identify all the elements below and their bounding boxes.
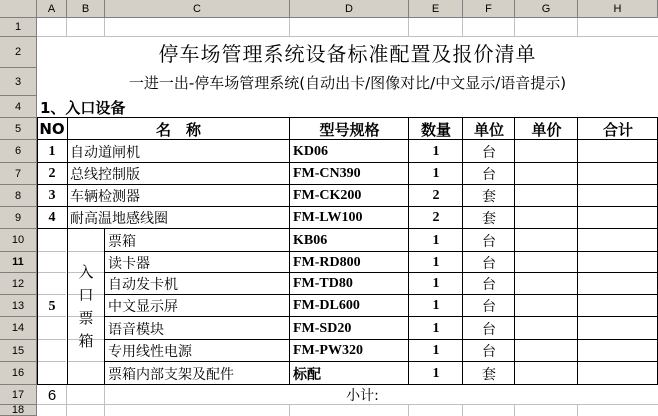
item-qty[interactable]: 1 xyxy=(432,143,440,159)
group-item-model[interactable]: FM-PW320 xyxy=(293,343,363,358)
sheet-subtitle[interactable]: 一进一出-停车场管理系统(自动出卡/图像对比/中文显示/语音提示) xyxy=(128,73,567,92)
item-name[interactable]: 耐高温地感线圈 xyxy=(70,211,168,227)
group-item-qty[interactable]: 1 xyxy=(432,254,440,270)
column-header-e[interactable]: E xyxy=(409,0,463,18)
row-header-4[interactable]: 4 xyxy=(0,96,37,118)
header-price[interactable]: 单价 xyxy=(531,120,562,139)
row-header-6[interactable]: 6 xyxy=(0,140,37,163)
group-item-unit[interactable]: 台 xyxy=(482,299,496,315)
group-item-name[interactable]: 读卡器 xyxy=(108,255,150,272)
item-unit[interactable]: 台 xyxy=(482,144,496,161)
item-model[interactable]: FM-LW100 xyxy=(293,210,363,225)
cell-border xyxy=(577,117,578,385)
column-header-d[interactable]: D xyxy=(290,0,409,18)
group-item-name[interactable]: 专用线性电源 xyxy=(108,344,192,360)
column-header-c[interactable]: C xyxy=(105,0,290,18)
header-total[interactable]: 合计 xyxy=(602,120,633,139)
group-item-name[interactable]: 语音模块 xyxy=(108,321,164,338)
group-item-model[interactable]: FM-SD20 xyxy=(293,320,352,336)
row-header-1[interactable]: 1 xyxy=(0,18,37,37)
row-header-10[interactable]: 10 xyxy=(0,229,37,252)
row-header-5[interactable]: 5 xyxy=(0,118,37,140)
header-no[interactable]: NO xyxy=(39,120,65,138)
header-name[interactable]: 名 称 xyxy=(155,120,201,139)
sheet-title[interactable]: 停车场管理系统设备标准配置及报价清单 xyxy=(158,42,537,66)
group-item-unit[interactable]: 套 xyxy=(482,366,496,383)
header-model[interactable]: 型号规格 xyxy=(319,120,380,139)
section-heading[interactable]: 1、入口设备 xyxy=(40,98,126,117)
row-header-11[interactable]: 11 xyxy=(0,252,37,273)
group-item-unit[interactable]: 台 xyxy=(482,233,496,250)
group-item-qty[interactable]: 1 xyxy=(432,298,440,313)
row-header-8[interactable]: 8 xyxy=(0,185,37,207)
column-header-b[interactable]: B xyxy=(67,0,105,18)
item-unit[interactable]: 台 xyxy=(482,167,496,183)
item-model[interactable]: FM-CK200 xyxy=(293,188,362,203)
group-label[interactable] xyxy=(67,229,105,385)
group-item-model[interactable]: 标配 xyxy=(293,366,321,383)
item-qty[interactable]: 1 xyxy=(432,166,440,181)
item-name[interactable]: 总线控制版 xyxy=(70,167,140,183)
header-qty[interactable]: 数量 xyxy=(420,120,451,139)
item-qty[interactable]: 2 xyxy=(432,210,440,225)
item-model[interactable]: KD06 xyxy=(293,143,328,159)
group-item-qty[interactable]: 1 xyxy=(432,320,440,336)
item-unit[interactable]: 套 xyxy=(482,189,496,205)
group-item-qty[interactable]: 1 xyxy=(432,365,440,381)
group-label-char: 箱 xyxy=(78,332,94,350)
row-header-2[interactable]: 2 xyxy=(0,37,37,68)
merge-mask xyxy=(514,385,515,404)
group-item-model[interactable]: KB06 xyxy=(293,232,328,248)
row-header-15[interactable]: 15 xyxy=(0,340,37,362)
item-no[interactable]: 4 xyxy=(48,210,56,225)
group-item-name[interactable]: 中文显示屏 xyxy=(108,299,178,315)
group-item-unit[interactable]: 台 xyxy=(482,321,496,338)
group-item-name[interactable]: 票箱内部支架及配件 xyxy=(108,366,234,383)
group-item-name[interactable]: 自动发卡机 xyxy=(108,277,178,293)
group-item-model[interactable]: FM-DL600 xyxy=(293,298,360,313)
group-item-unit[interactable]: 台 xyxy=(482,344,496,360)
item-qty[interactable]: 2 xyxy=(432,188,440,203)
merge-mask xyxy=(462,385,463,404)
group-item-name[interactable]: 票箱 xyxy=(108,233,136,250)
merge-mask xyxy=(289,385,290,404)
subtotal-label[interactable]: 小计: xyxy=(346,388,379,404)
row-header-17[interactable]: 17 xyxy=(0,385,37,405)
column-header-a[interactable]: A xyxy=(37,0,67,18)
item-unit[interactable]: 套 xyxy=(482,211,496,227)
row-header-7[interactable]: 7 xyxy=(0,163,37,185)
group-label-char: 票 xyxy=(78,309,94,327)
group-item-qty[interactable]: 1 xyxy=(432,232,440,248)
header-unit[interactable]: 单位 xyxy=(473,120,504,139)
group-item-model[interactable]: FM-RD800 xyxy=(293,254,361,270)
column-header-g[interactable]: G xyxy=(515,0,578,18)
row-header-12[interactable]: 12 xyxy=(0,273,37,295)
group-item-unit[interactable]: 台 xyxy=(482,255,496,272)
row-header-9[interactable]: 9 xyxy=(0,207,37,229)
group-item-unit[interactable]: 台 xyxy=(482,277,496,293)
row-header-16[interactable]: 16 xyxy=(0,362,37,385)
group-item-qty[interactable]: 1 xyxy=(432,276,440,291)
group-item-qty[interactable]: 1 xyxy=(432,343,440,358)
group-label-char: 口 xyxy=(78,286,94,304)
column-header-h[interactable]: H xyxy=(578,0,658,18)
item-no[interactable]: 1 xyxy=(48,143,56,159)
select-all-corner[interactable] xyxy=(0,0,37,18)
merge-mask xyxy=(408,385,409,404)
item-no[interactable]: 2 xyxy=(48,166,56,181)
item-model[interactable]: FM-CN390 xyxy=(293,166,361,181)
row-header-18[interactable]: 18 xyxy=(0,405,37,416)
merge-mask xyxy=(577,385,578,404)
group-item-model[interactable]: FM-TD80 xyxy=(293,276,353,291)
row-header-3[interactable]: 3 xyxy=(0,68,37,96)
row-header-13[interactable]: 13 xyxy=(0,295,37,317)
subtotal-no[interactable]: 6 xyxy=(47,386,57,404)
item-name[interactable]: 车辆检测器 xyxy=(70,189,140,205)
row-header-14[interactable]: 14 xyxy=(0,317,37,340)
group-label-char: 入 xyxy=(78,263,94,281)
item-name[interactable]: 自动道闸机 xyxy=(70,144,140,161)
group-no[interactable]: 5 xyxy=(48,299,56,314)
column-header-f[interactable]: F xyxy=(463,0,515,18)
item-no[interactable]: 3 xyxy=(48,188,56,203)
